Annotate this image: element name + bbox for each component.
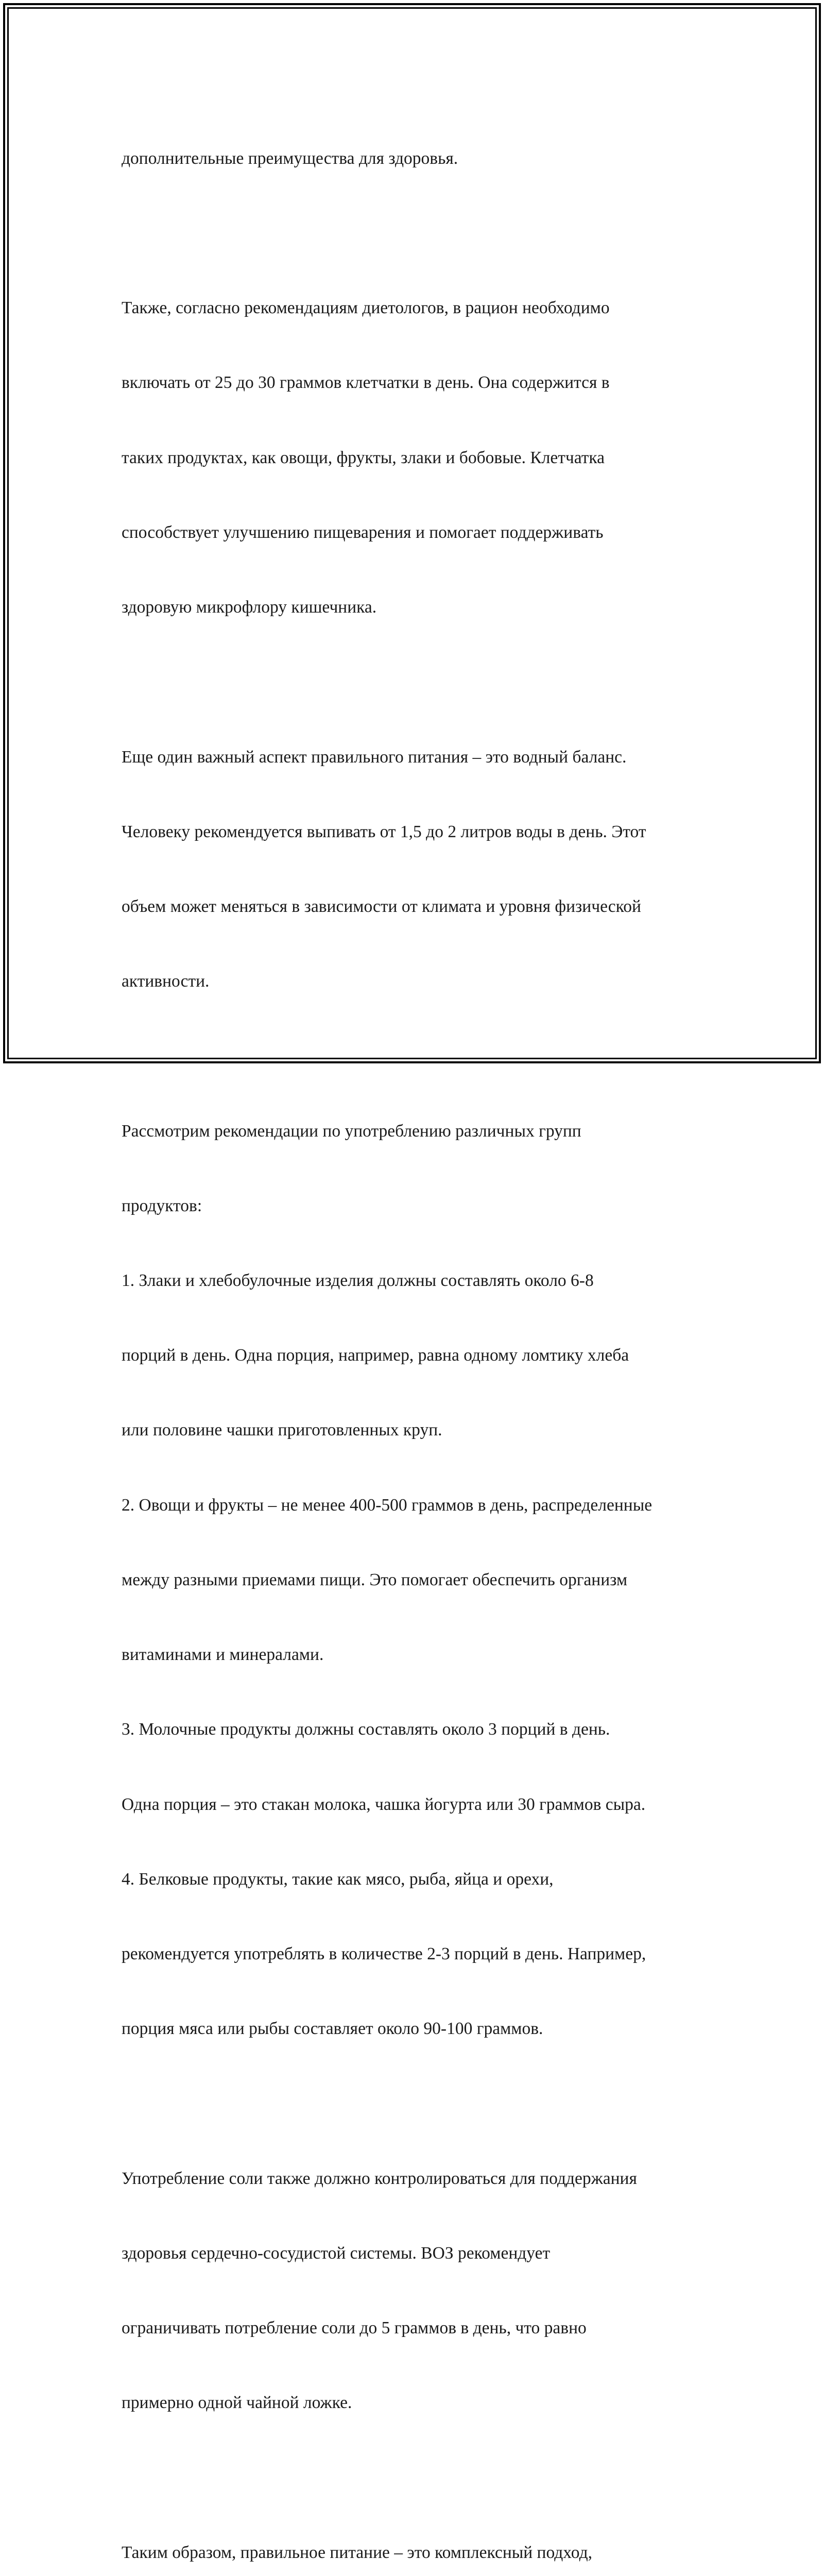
paragraph-salt	[122, 2116, 719, 2466]
text-line: активности.	[122, 972, 210, 991]
text-line: таких продуктах, как овощи, фрукты, злаки и бобовые. Клетчатка	[122, 448, 605, 467]
paragraph-intro-tail	[122, 96, 719, 221]
list-item-line: рекомендуется употреблять в количестве 2-3 порций в день. Например,	[122, 1944, 646, 1964]
text-line: примерно одной чайной ложке.	[122, 2393, 352, 2413]
list-item-line: 1. Злаки и хлебобулочные изделия должны составлять около 6-8	[122, 1271, 594, 1291]
text-line: включать от 25 до 30 граммов клетчатки в день. Она содержится в	[122, 373, 610, 393]
text-line: продуктов:	[122, 1196, 202, 1215]
paragraph-water-balance	[122, 695, 719, 1044]
list-item-line: 3. Молочные продукты должны составлять около 3 порций в день.	[122, 1720, 610, 1739]
list-item-line: 4. Белковые продукты, такие как мясо, рыба, яйца и орехи,	[122, 1869, 554, 1889]
text-line: Также, согласно рекомендациям диетологов, в рацион необходимо	[122, 298, 610, 318]
text-line: здоровья сердечно-сосудистой системы. ВОЗ рекомендует	[122, 2243, 551, 2263]
list-item-line: 2. Овощи и фрукты – не менее 400-500 граммов в день, распределенные	[122, 1495, 653, 1515]
document-body	[122, 96, 719, 2576]
paragraph-fiber	[122, 246, 719, 670]
list-item-line: Одна порция – это стакан молока, чашка йогурта или 30 граммов сыра.	[122, 1794, 646, 1814]
text-line: Человеку рекомендуется выпивать от 1,5 до 2 литров воды в день. Этот	[122, 822, 646, 841]
text-line: Рассмотрим рекомендации по употреблению различных групп	[122, 1121, 581, 1141]
paragraph-food-groups	[122, 1069, 719, 2092]
list-item-line: или половине чашки приготовленных круп.	[122, 1420, 442, 1440]
text-line: Еще один важный аспект правильного питания – это водный баланс.	[122, 747, 627, 767]
list-item-line: порций в день. Одна порция, например, равна одному ломтику хлеба	[122, 1346, 629, 1365]
text-line: ограничивать потребление соли до 5 граммов в день, что равно	[122, 2318, 587, 2338]
text-line: объем может меняться в зависимости от климата и уровня физической	[122, 896, 641, 916]
text-line: Употребление соли также должно контролироваться для поддержания	[122, 2168, 637, 2188]
text-line: здоровую микрофлору кишечника.	[122, 598, 377, 617]
text-line: Таким образом, правильное питание – это комплексный подход,	[122, 2543, 592, 2562]
list-item-line: витаминами и минералами.	[122, 1645, 324, 1665]
list-item-line: между разными приемами пищи. Это помогает обеспечить организм	[122, 1570, 628, 1589]
text-line: способствует улучшению пищеварения и помогает поддерживать	[122, 522, 604, 542]
list-item-line: порция мяса или рыбы составляет около 90-100 граммов.	[122, 2019, 543, 2039]
text-line: дополнительные преимущества для здоровья.	[122, 148, 458, 168]
paragraph-conclusion	[122, 2490, 719, 2576]
